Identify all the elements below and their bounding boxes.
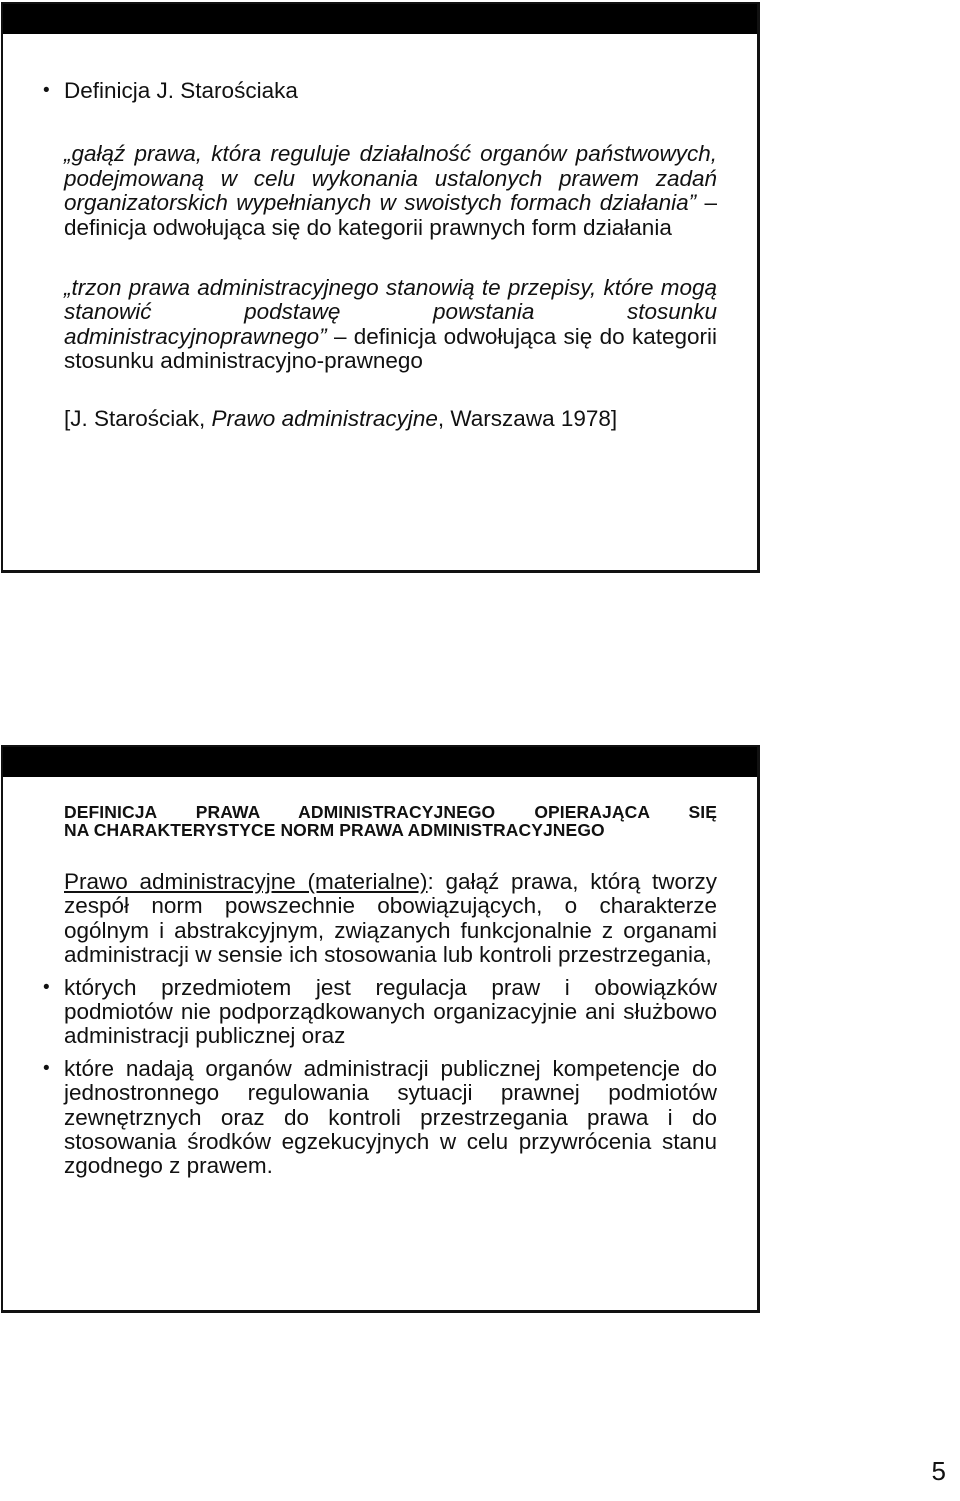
definition-comment-2: – definicja odwołująca się do kategorii stosunku administracyjno-prawnego (64, 323, 717, 374)
lead-term: Prawo administracyjne (materialne) (64, 869, 428, 894)
citation (64, 407, 717, 431)
bullet-icon: • (43, 1057, 50, 1079)
lead-text: : gałąź prawa, którą tworzy zespół norm powszechnie obowiązujących, o charakterze ogólnym i abstrakcyjnym, związanych funkcjonalnie z organami administracji w sensie ich stosowania lub kontroli przestrzegania, (64, 869, 717, 968)
bullet-item-2 (42, 1057, 717, 1179)
heading-line-2: NA CHARAKTERYSTYCE NORM PRAWA ADMINISTRACYJNEGO (64, 819, 605, 840)
definition-title: Definicja J. Starościaka (64, 78, 298, 103)
definition-quote-1: „gałąź prawa, która reguluje działalność organów państwowych, podejmowaną w celu wykonania ustalonych prawem zadań organizatorskich wypełnianych w swoistych formach działania” (64, 141, 717, 216)
slide-1-header-bar (3, 4, 757, 34)
slide-2-header-bar (3, 747, 757, 777)
bullet-text-2: które nadają organów administracji publicznej kompetencje do jednostronnego regulowania sytuacji prawnej podmiotów zewnętrznych oraz do kontroli przestrzegania prawa i do stosowania środków egzekucyjnych w celu przywrócenia stanu zgodnego z prawem. (64, 1055, 717, 1179)
page-number: 5 (931, 1456, 946, 1486)
citation-open: [J. Starościak, (64, 405, 212, 431)
bullet-icon: • (43, 80, 50, 101)
citation-title: Prawo administracyjne (211, 405, 438, 431)
citation-close: , Warszawa 1978] (437, 405, 618, 431)
slide-2-heading (64, 804, 717, 839)
definition-comment-1: – definicja odwołująca się do kategorii prawnych form działania (64, 190, 717, 240)
bullet-icon: • (43, 976, 50, 998)
definition-paragraph-1 (64, 142, 717, 240)
slide-2 (1, 745, 760, 1313)
definition-lead (64, 870, 717, 968)
bullet-item-1 (42, 976, 717, 1049)
heading-line-1: DEFINICJA PRAWA ADMINISTRACYJNEGO OPIERAJĄCA SIĘ (64, 802, 717, 822)
slide-2-content (42, 804, 717, 1179)
definition-quote-2: „trzon prawa administracyjnego stanowią te przepisy, które mogą stanowić podstawę powstania stosunku administracyjnoprawnego” (64, 275, 717, 349)
slide-1-content (42, 79, 717, 431)
bullet-definition-title (42, 79, 717, 103)
slide-1 (1, 2, 760, 573)
bullet-text-1: których przedmiotem jest regulacja praw i obowiązków podmiotów nie podporządkowanych organizacyjnie ani służbowo administracji publicznej oraz (64, 974, 717, 1049)
definition-paragraph-2 (64, 276, 717, 374)
